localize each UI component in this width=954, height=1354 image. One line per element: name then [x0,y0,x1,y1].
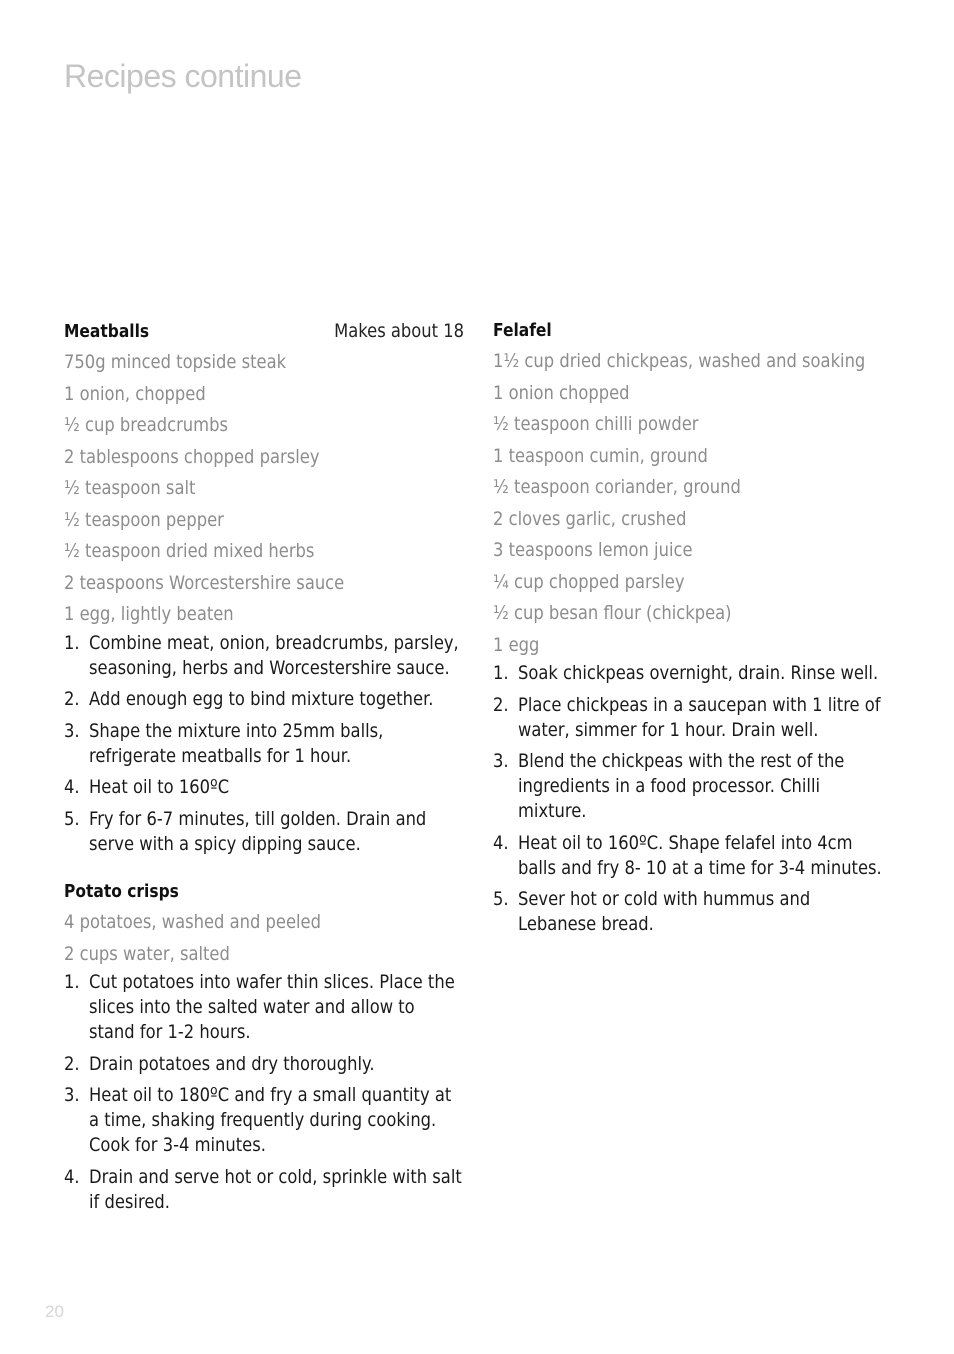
right-column [493,318,893,944]
method-step: 1. Cut potatoes into wafer thin slices. Place the slices into the salted water and allow to stand for 1-2 hours. [64,971,455,1043]
ingredient-item: 1 egg [493,633,540,656]
method-step: 4. Heat oil to 160ºC [64,776,230,798]
method-step: 3. Blend the chickpeas with the rest of the ingredients in a food processor. Chilli mixture. [493,750,845,822]
method-step: 5. Fry for 6-7 minutes, till golden. Drain and serve with a spicy dipping sauce. [64,807,427,855]
ingredient-item: ½ cup besan flour (chickpea) [493,602,732,624]
ingredient-item: ½ cup breadcrumbs [64,414,228,436]
recipe-felafel [493,318,893,937]
ingredient-item: 1½ cup dried chickpeas, washed and soaking [493,350,866,372]
ingredient-item: 2 tablespoons chopped parsley [64,445,320,468]
ingredient-list [64,347,464,631]
method-steps [64,970,464,1215]
recipe-header [493,318,893,344]
method-step: 1. Soak chickpeas overnight, drain. Rinse well. [493,662,879,684]
ingredient-item: 2 teaspoons Worcestershire sauce [64,571,345,594]
method-step: 5. Sever hot or cold with hummus and Lebanese bread. [493,888,811,935]
recipe-header [64,318,464,345]
ingredient-item: 1 onion chopped [493,381,630,404]
ingredient-item: 750g minced topside steak [64,351,287,373]
left-column [64,318,464,1221]
ingredient-item: 2 cloves garlic, crushed [493,507,687,530]
ingredient-item: ½ teaspoon dried mixed herbs [64,540,315,562]
ingredient-item: ½ teaspoon pepper [64,508,224,531]
recipe-title: Potato crisps [64,881,179,902]
method-step: 2. Add enough egg to bind mixture together. [64,688,434,710]
ingredient-item: ½ teaspoon coriander, ground [493,476,741,498]
ingredient-item: 1 teaspoon cumin, ground [493,444,708,467]
method-steps [64,631,464,857]
recipe-title: Meatballs [64,321,150,342]
method-step: 3. Heat oil to 180ºC and fry a small quantity at a time, shaking frequently during cooking. Cook for 3-4 minutes. [64,1084,452,1156]
ingredient-list [64,907,464,970]
recipe-title: Felafel [493,320,552,341]
page-number: 20 [45,1302,64,1321]
ingredient-item: ¼ cup chopped parsley [493,570,685,593]
method-step: 4. Heat oil to 160ºC. Shape felafel into 4cm balls and fry 8- 10 at a time for 3-4 minutes. [493,831,882,879]
ingredient-item: ½ teaspoon salt [64,477,196,499]
method-step: 2. Place chickpeas in a saucepan with 1 litre of water, simmer for 1 hour. Drain well. [493,693,881,741]
recipe-yield: Makes about 18 [334,320,464,342]
ingredient-item: 2 cups water, salted [64,942,230,965]
recipe-header [64,879,464,905]
method-step: 4. Drain and serve hot or cold, sprinkle with salt if desired. [64,1165,462,1213]
ingredient-list [493,346,893,661]
recipe-potato-crisps [64,879,464,1215]
ingredient-item: 4 potatoes, washed and peeled [64,911,321,933]
recipe-meatballs [64,318,464,857]
method-step: 2. Drain potatoes and dry thoroughly. [64,1052,375,1075]
method-steps [493,661,893,937]
method-step: 3. Shape the mixture into 25mm balls, refrigerate meatballs for 1 hour. [64,719,384,767]
ingredient-item: 1 egg, lightly beaten [64,603,234,625]
ingredient-item: 3 teaspoons lemon juice [493,539,693,561]
ingredient-item: ½ teaspoon chilli powder [493,413,699,435]
page-title: Recipes continue [64,58,302,94]
ingredient-item: 1 onion, chopped [64,382,206,405]
method-step: 1. Combine meat, onion, breadcrumbs, parsley, seasoning, herbs and Worcestershire sauce. [64,631,459,679]
